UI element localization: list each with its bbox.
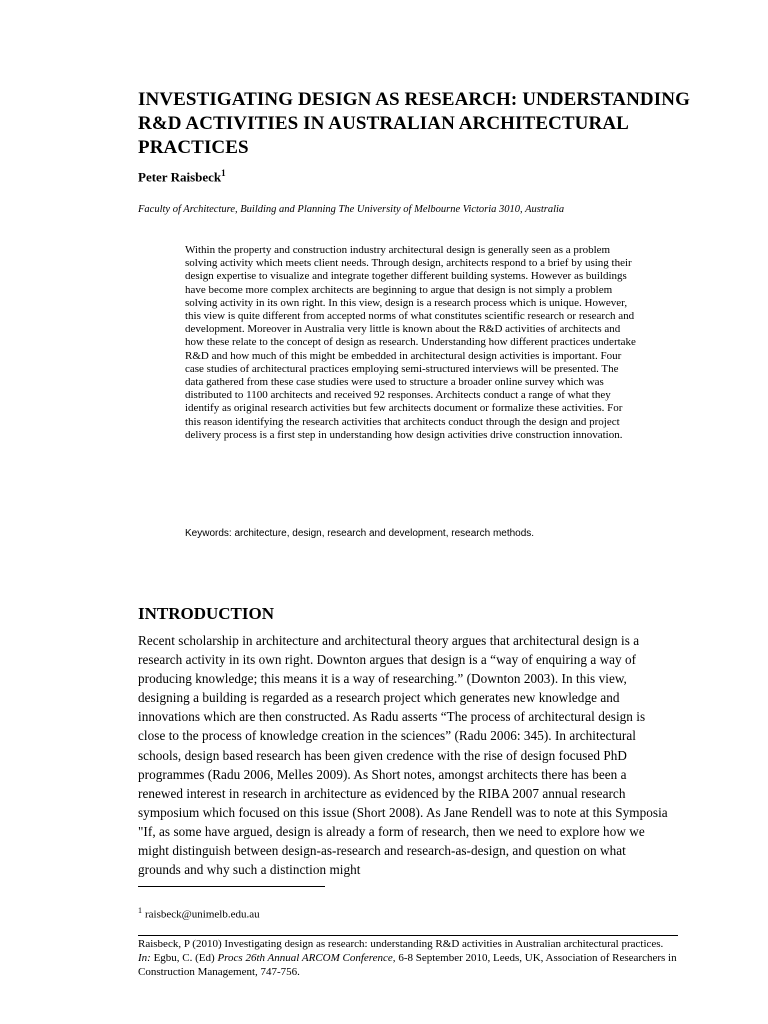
abstract: Within the property and construction industry architectural design is generally seen as a problem solving activity which meets client needs. Through design, architects respond to a brief by using their design expertise to visualize and integrate together different building systems. However as buildings have become more complex architects are beginning to argue that design is not simply a problem solving activity in its own right. In this view, design is a research process which is unique. However, this view is quite different from accepted norms of what constitutes scientific research or research and development. Moreover in Australia very little is known about the R&D activities of architects and how these relate to the concept of design as research. Understanding how different practices undertake R&D and how much of this might be embedded in architectural design activities is important. Four case studies of architectural practices employing semi-structured interviews will be presented. The data gathered from these case studies were used to structure a broader online survey which was distributed to 1100 architects and received 92 responses. Architects conduct a range of what they identify as original research activities but few architects document or formalize these activities. For this reason identifying the research activities that architects conduct through the design and project delivery process is a first step in understanding how design activities drive construction innovation. — [185, 244, 636, 441]
footnote — [138, 906, 260, 921]
footnote-marker: 1 — [138, 906, 142, 915]
citation — [138, 937, 678, 980]
author-name — [138, 168, 226, 185]
author-name-text: Peter Raisbeck — [138, 169, 222, 185]
footnote-email: raisbeck@unimelb.edu.au — [145, 908, 260, 921]
keywords: Keywords: architecture, design, research and development, research methods. — [185, 528, 535, 539]
citation-editor: Egbu, C. (Ed) — [150, 952, 218, 965]
citation-proceedings: Procs 26th Annual ARCOM Conference, — [217, 952, 396, 965]
citation-details: 6-8 September 2010, Leeds, UK, Association of Researchers in Construction Management, 747-756. — [138, 952, 677, 979]
paper-title: INVESTIGATING DESIGN AS RESEARCH: UNDERSTANDING R&D ACTIVITIES IN AUSTRALIAN ARCHITECTURAL PRACTICES — [138, 89, 690, 158]
author-footnote-marker: 1 — [221, 168, 226, 178]
section-heading-introduction: INTRODUCTION — [138, 604, 275, 623]
citation-divider — [138, 935, 678, 936]
affiliation: Faculty of Architecture, Building and Planning The University of Melbourne Victoria 3010, Australia — [138, 204, 565, 215]
citation-in-label: In: — [138, 952, 151, 965]
footnote-divider — [138, 886, 325, 887]
introduction-body: Recent scholarship in architecture and architectural theory argues that architectural design is a research activity in its own right. Downton argues that design is a “way of enquiring a way of producing knowledge; this means it is a way of researching.” (Downton 2003). In this view, designing a building is regarded as a research project which generates new knowledge and innovations which are then constructed. As Radu asserts “The process of architectural design is close to the process of knowledge creation in the sciences” (Radu 2006: 345). In architectural schools, design based research has been given credence with the rise of design focused PhD programmes (Radu 2006, Melles 2009). As Short notes, amongst architects there has been a renewed interest in research in architecture as evidenced by the RIBA 2007 annual research symposium which focused on this issue (Short 2008). As Jane Rendell was to note at this Symposia "If, as some have argued, design is already a form of research, then we need to explore how we might distinguish between design-as-research and research-as-design, and question on what grounds and why such a distinction might — [138, 633, 668, 878]
citation-reference: Raisbeck, P (2010) Investigating design as research: understanding R&D activities in Australian architectural practices. — [138, 938, 664, 950]
